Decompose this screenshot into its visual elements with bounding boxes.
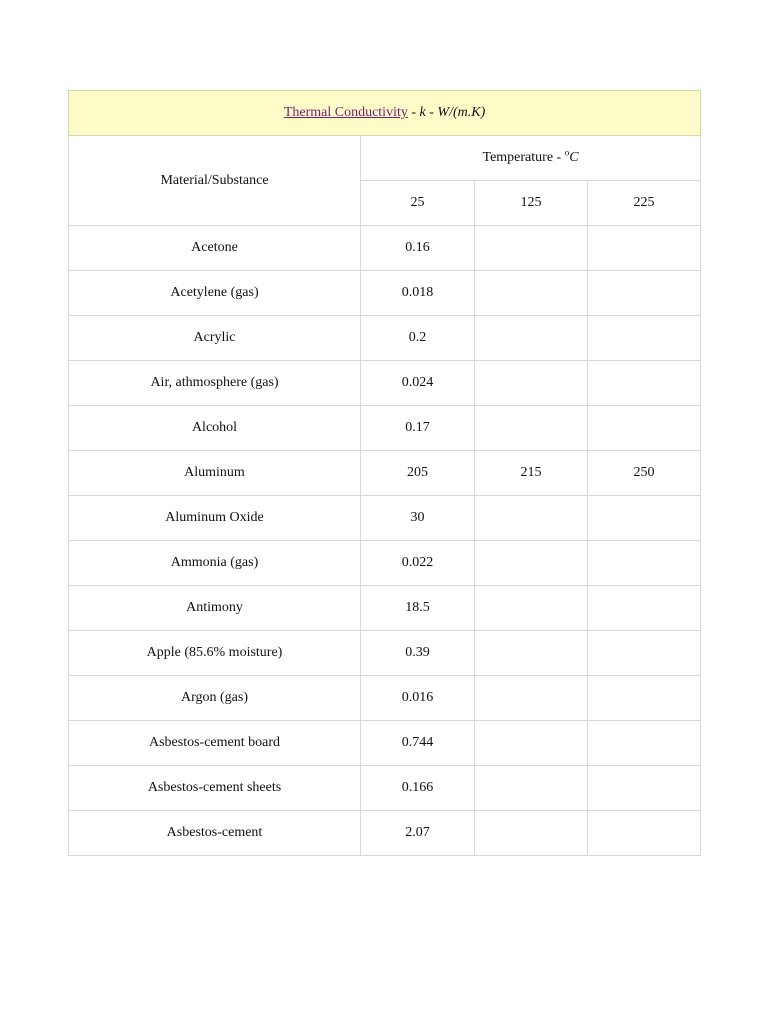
value-cell bbox=[475, 271, 588, 316]
degree-sup: o bbox=[564, 147, 570, 158]
value-cell bbox=[588, 676, 701, 721]
material-cell: Asbestos-cement bbox=[69, 811, 361, 856]
table-row bbox=[69, 361, 701, 406]
header-row bbox=[69, 136, 701, 181]
value-cell bbox=[475, 676, 588, 721]
value-cell: 0.024 bbox=[361, 361, 475, 406]
value-cell bbox=[588, 631, 701, 676]
value-cell bbox=[475, 766, 588, 811]
material-cell: Ammonia (gas) bbox=[69, 541, 361, 586]
temperature-225: 225 bbox=[588, 181, 701, 226]
value-cell bbox=[588, 316, 701, 361]
value-cell: 0.16 bbox=[361, 226, 475, 271]
table-row bbox=[69, 271, 701, 316]
value-cell: 2.07 bbox=[361, 811, 475, 856]
table-title bbox=[69, 91, 701, 136]
material-cell: Aluminum Oxide bbox=[69, 496, 361, 541]
value-cell bbox=[475, 541, 588, 586]
thermal-conductivity-table bbox=[68, 90, 701, 856]
value-cell bbox=[588, 226, 701, 271]
table-row bbox=[69, 631, 701, 676]
value-cell bbox=[588, 361, 701, 406]
table-row bbox=[69, 496, 701, 541]
material-header: Material/Substance bbox=[69, 136, 361, 226]
table-row bbox=[69, 316, 701, 361]
temperature-unit: C bbox=[569, 150, 579, 165]
value-cell bbox=[588, 271, 701, 316]
title-symbol: k bbox=[419, 105, 426, 120]
table-row bbox=[69, 676, 701, 721]
value-cell: 0.39 bbox=[361, 631, 475, 676]
value-cell: 215 bbox=[475, 451, 588, 496]
value-cell bbox=[475, 406, 588, 451]
material-cell: Apple (85.6% moisture) bbox=[69, 631, 361, 676]
table-row bbox=[69, 541, 701, 586]
value-cell: 0.018 bbox=[361, 271, 475, 316]
material-cell: Antimony bbox=[69, 586, 361, 631]
value-cell bbox=[588, 721, 701, 766]
material-cell: Asbestos-cement board bbox=[69, 721, 361, 766]
title-separator-2: - bbox=[425, 105, 438, 120]
value-cell bbox=[475, 226, 588, 271]
value-cell bbox=[588, 541, 701, 586]
value-cell: 0.166 bbox=[361, 766, 475, 811]
material-cell: Acetylene (gas) bbox=[69, 271, 361, 316]
table-row bbox=[69, 451, 701, 496]
value-cell: 250 bbox=[588, 451, 701, 496]
material-cell: Aluminum bbox=[69, 451, 361, 496]
thermal-conductivity-link[interactable]: Thermal Conductivity bbox=[283, 105, 408, 120]
material-cell: Acrylic bbox=[69, 316, 361, 361]
title-unit: W/(m.K) bbox=[437, 105, 486, 120]
value-cell bbox=[475, 361, 588, 406]
material-cell: Acetone bbox=[69, 226, 361, 271]
temperature-25: 25 bbox=[361, 181, 475, 226]
value-cell: 18.5 bbox=[361, 586, 475, 631]
value-cell: 0.17 bbox=[361, 406, 475, 451]
value-cell: 30 bbox=[361, 496, 475, 541]
value-cell bbox=[475, 586, 588, 631]
value-cell: 0.016 bbox=[361, 676, 475, 721]
table-row bbox=[69, 721, 701, 766]
material-cell: Argon (gas) bbox=[69, 676, 361, 721]
value-cell: 0.744 bbox=[361, 721, 475, 766]
value-cell: 0.022 bbox=[361, 541, 475, 586]
table-row bbox=[69, 811, 701, 856]
value-cell bbox=[588, 766, 701, 811]
material-cell: Asbestos-cement sheets bbox=[69, 766, 361, 811]
material-cell: Air, athmosphere (gas) bbox=[69, 361, 361, 406]
value-cell: 205 bbox=[361, 451, 475, 496]
table-row bbox=[69, 226, 701, 271]
table-title-row bbox=[69, 91, 701, 136]
value-cell bbox=[475, 811, 588, 856]
value-cell bbox=[475, 721, 588, 766]
value-cell bbox=[588, 406, 701, 451]
title-separator: - bbox=[407, 105, 420, 120]
value-cell bbox=[588, 496, 701, 541]
value-cell bbox=[475, 316, 588, 361]
material-cell: Alcohol bbox=[69, 406, 361, 451]
table-row bbox=[69, 406, 701, 451]
value-cell bbox=[588, 586, 701, 631]
table-row bbox=[69, 766, 701, 811]
value-cell bbox=[475, 496, 588, 541]
value-cell bbox=[475, 631, 588, 676]
value-cell bbox=[588, 811, 701, 856]
temperature-label: Temperature - bbox=[482, 150, 565, 165]
temperature-125: 125 bbox=[475, 181, 588, 226]
table-row bbox=[69, 586, 701, 631]
temperature-header bbox=[361, 136, 701, 181]
value-cell: 0.2 bbox=[361, 316, 475, 361]
